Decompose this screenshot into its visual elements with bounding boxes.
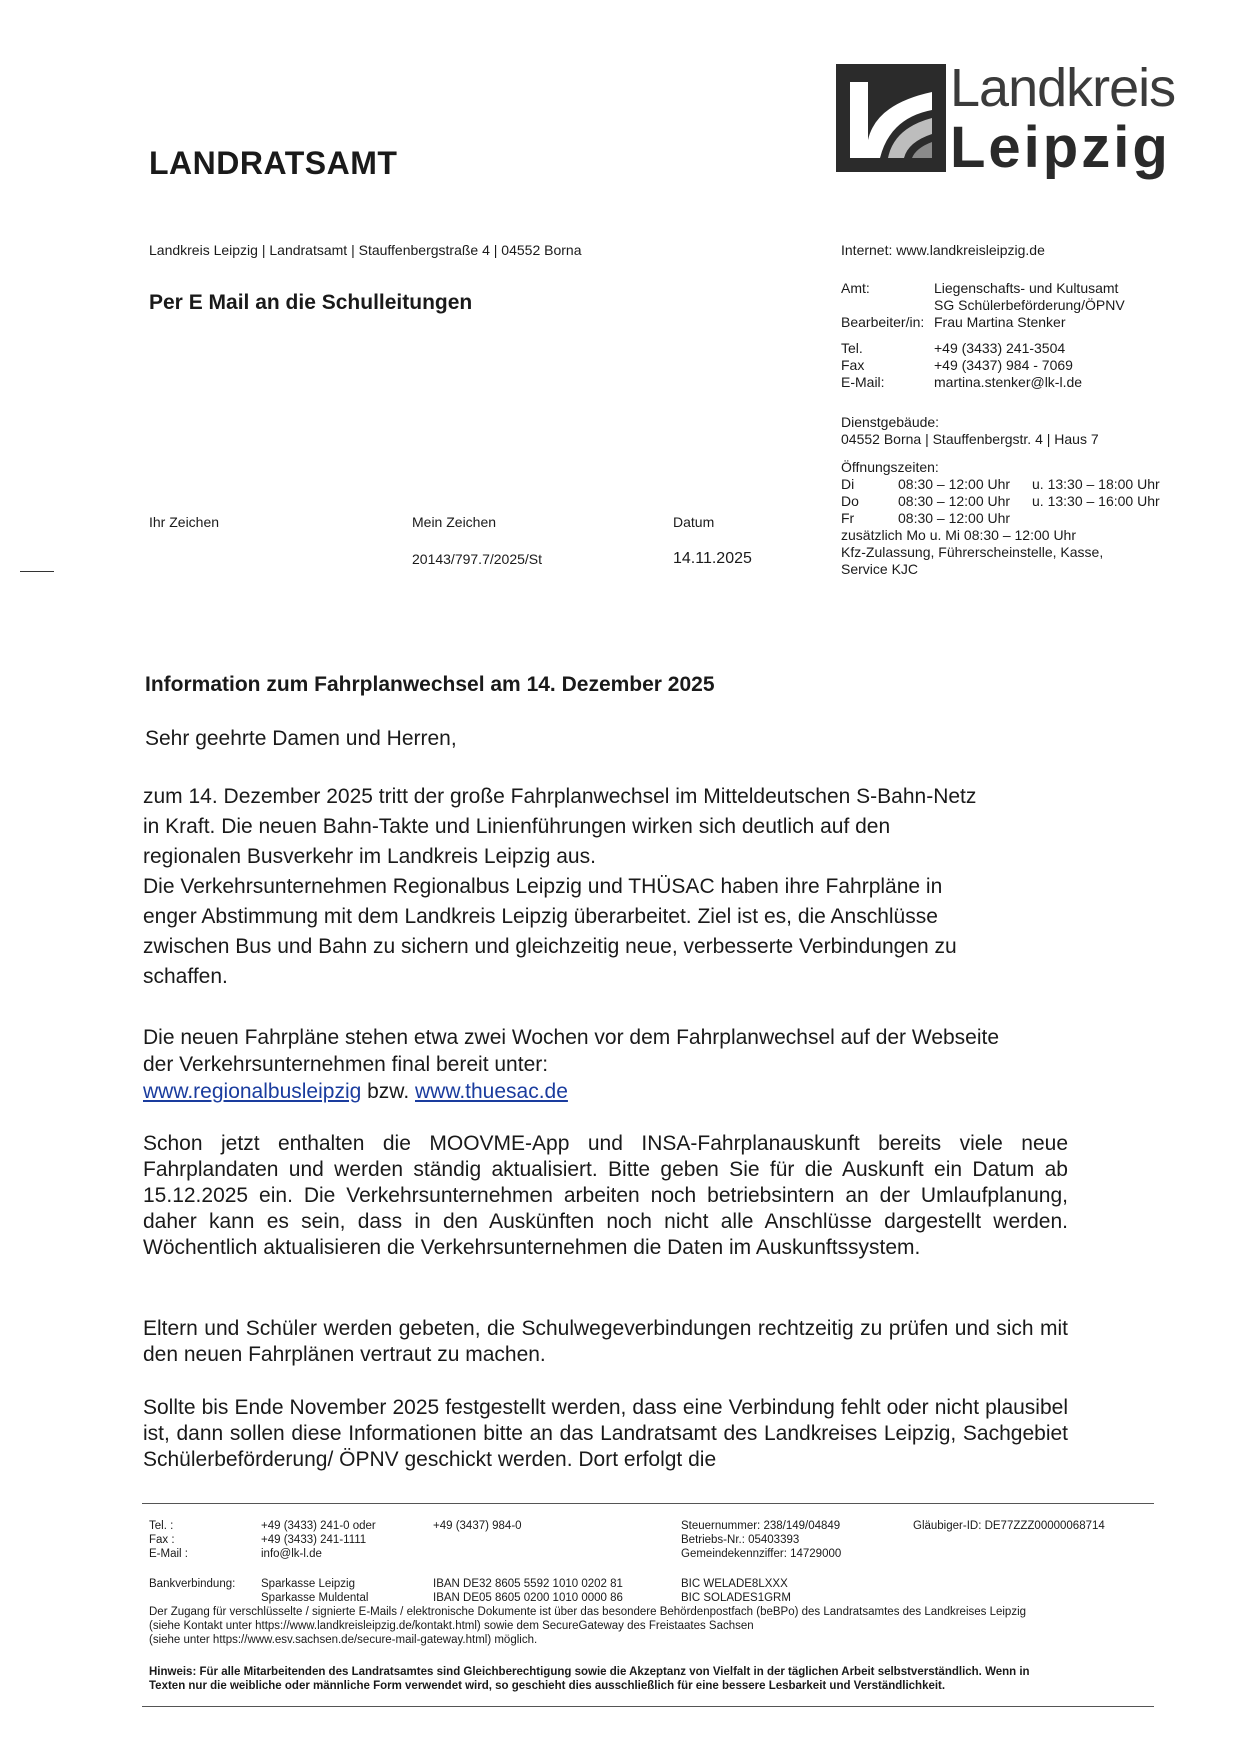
- footer-fax-label: Fax :: [149, 1534, 175, 1546]
- internet-line: Internet: www.landkreisleipzig.de: [841, 242, 1045, 258]
- email-value: martina.stenker@lk-l.de: [934, 374, 1083, 390]
- para-line: Die neuen Fahrpläne stehen etwa zwei Wochen vor dem Fahrplanwechsel auf der Webseite: [143, 1026, 1000, 1049]
- hours-am: 08:30 – 12:00 Uhr: [898, 493, 1011, 509]
- footer-bic-1: BIC WELADE8LXXX: [681, 1578, 788, 1590]
- fold-mark: [20, 571, 54, 572]
- hours-day: Di: [841, 476, 855, 492]
- footer-divider-bottom: [142, 1706, 1154, 1707]
- subject: Information zum Fahrplanwechsel am 14. Dezember 2025: [145, 673, 715, 696]
- tel-label: Tel.: [841, 340, 863, 356]
- footer-tel-value-2: +49 (3437) 984-0: [433, 1520, 522, 1532]
- landkreis-logo: [836, 64, 946, 172]
- thuesac-link[interactable]: www.thuesac.de: [415, 1080, 568, 1103]
- footer-hinweis-line: Hinweis: Für alle Mitarbeitenden des Landratsamtes sind Gleichberechtigung sowie die Akzeptanz von Vielfalt in der täglichen Arbeit selbstverständlich. Wenn in: [149, 1666, 1030, 1678]
- footer-tax-info: [681, 1519, 841, 1561]
- links-line: [143, 1078, 1068, 1105]
- hours-am: 08:30 – 12:00 Uhr: [898, 476, 1011, 492]
- dienst-label: Dienstgebäude:: [841, 414, 940, 430]
- regionalbus-link[interactable]: www.regionalbusleipzig: [143, 1080, 362, 1103]
- para-line: enger Abstimmung mit dem Landkreis Leipzig überarbeitet. Ziel ist es, die Anschlüsse: [143, 905, 938, 928]
- office-title: LANDRATSAMT: [149, 145, 398, 181]
- footer-hinweis: [149, 1665, 1154, 1693]
- para-line: regionalen Busverkehr im Landkreis Leipzig aus.: [143, 845, 596, 868]
- footer-bank-1: Sparkasse Leipzig: [261, 1578, 355, 1590]
- services-line: Kfz-Zulassung, Führerscheinstelle, Kasse,: [841, 544, 1104, 560]
- hours-am: 08:30 – 12:00 Uhr: [898, 510, 1011, 526]
- footer-steuer: Steuernummer: 238/149/04849: [681, 1520, 841, 1532]
- datum-value: 14.11.2025: [673, 550, 752, 567]
- para-line: zum 14. Dezember 2025 tritt der große Fahrplanwechsel im Mitteldeutschen S-Bahn-Netz: [143, 785, 977, 808]
- datum-label: Datum: [673, 514, 715, 530]
- bearbeiter-label: Bearbeiter/in:: [841, 314, 925, 330]
- hours-extra: zusätzlich Mo u. Mi 08:30 – 12:00 Uhr: [841, 527, 1077, 543]
- logo-text-landkreis: Landkreis: [950, 58, 1176, 118]
- hours-pm: u. 13:30 – 16:00 Uhr: [1032, 493, 1160, 509]
- mein-zeichen-value: 20143/797.7/2025/St: [412, 551, 543, 567]
- amt-value: Liegenschafts- und Kultusamt: [934, 280, 1119, 296]
- para-line: in Kraft. Die neuen Bahn-Takte und Linienführungen wirken sich deutlich auf den: [143, 815, 891, 838]
- para-line: schaffen.: [143, 965, 228, 988]
- footer-fax-value: +49 (3433) 241-1111: [261, 1534, 367, 1546]
- email-label: E-Mail:: [841, 374, 885, 390]
- footer-email-value: info@lk-l.de: [261, 1548, 322, 1560]
- footer-zugang-line: (siehe unter https://www.esv.sachsen.de/secure-mail-gateway.html) möglich.: [149, 1634, 538, 1646]
- ihr-zeichen-label: Ihr Zeichen: [149, 514, 220, 530]
- paragraph-2: [143, 1024, 1068, 1105]
- footer-banks: [261, 1577, 368, 1605]
- footer-gemeinde: Gemeindekennziffer: 14729000: [681, 1548, 842, 1560]
- hours-pm: u. 13:30 – 18:00 Uhr: [1032, 476, 1160, 492]
- para-line: zwischen Bus und Bahn zu sichern und gleichzeitig neue, verbesserte Verbindungen zu: [143, 935, 957, 958]
- footer-bank-2: Sparkasse Muldental: [261, 1592, 369, 1604]
- amt-label: Amt:: [841, 280, 870, 296]
- paragraph-3: Schon jetzt enthalten die MOOVME-App und INSA-Fahrplanauskunft bereits viele neue Fahrplandaten und werden ständig aktualisiert. Bitte geben Sie für die Auskunft ein Datum ab 15.12.2025 ein. Die Verkehrsunternehmen arbeiten noch betriebsintern an der Umlaufplanung, daher kann es sein, dass in den Auskünften noch nicht alle Anschlüsse dargestellt werden. Wöchentlich aktualisieren die Verkehrsunternehmen die Daten im Auskunftssystem.: [143, 1132, 1068, 1259]
- footer-contact-values: [261, 1519, 376, 1561]
- footer-bic-2: BIC SOLADES1GRM: [681, 1592, 791, 1604]
- hours-pm: [1032, 510, 1160, 527]
- footer-iban-1: IBAN DE32 8605 5592 1010 0202 81: [433, 1578, 623, 1590]
- paragraph-1: [143, 782, 1068, 992]
- footer-tel-label: Tel. :: [149, 1520, 174, 1532]
- footer-glaeubiger: Gläubiger-ID: DE77ZZZ00000068714: [913, 1520, 1105, 1532]
- contact-table: [841, 280, 1125, 391]
- salutation: Sehr geehrte Damen und Herren,: [145, 727, 457, 750]
- hours-day: Fr: [841, 510, 855, 526]
- footer-zugang: [149, 1605, 1154, 1647]
- dienst-value: 04552 Borna | Stauffenbergstr. 4 | Haus 7: [841, 431, 1099, 447]
- link-separator: bzw.: [361, 1080, 415, 1103]
- footer-bank-label: Bankverbindung:: [149, 1578, 236, 1590]
- opening-hours: [841, 459, 1160, 578]
- footer-email-label: E-Mail :: [149, 1548, 188, 1560]
- footer-contact-labels: [149, 1519, 188, 1561]
- hours-day: Do: [841, 493, 859, 509]
- fax-label: Fax: [841, 357, 865, 373]
- dienstgebaeude: [841, 414, 1099, 448]
- footer-zugang-line: Der Zugang für verschlüsselte / signierte E-Mails / elektronische Dokumente ist über das besondere Behördenpostfach (beBPo) des Landratsamtes des Landkreises Leipzig: [149, 1606, 1027, 1618]
- footer-betriebs: Betriebs-Nr.: 05403393: [681, 1534, 800, 1546]
- oeffnung-label: Öffnungszeiten:: [841, 459, 939, 475]
- logo-text-leipzig: Leipzig: [950, 115, 1171, 180]
- footer-tel-value: +49 (3433) 241-0 oder: [261, 1520, 376, 1532]
- hours-table: [841, 476, 1160, 527]
- amt-value-2: SG Schülerbeförderung/ÖPNV: [934, 297, 1125, 313]
- footer-divider: [142, 1503, 1154, 1504]
- paragraph-5: Sollte bis Ende November 2025 festgestellt werden, dass eine Verbindung fehlt oder nicht plausibel ist, dann sollen diese Informationen bitte an das Landratsamt des Landkreises Leipzig, Sachgebiet Schülerbeförderung/ ÖPNV geschickt werden. Dort erfolgt die: [143, 1396, 1068, 1471]
- paragraph-4: Eltern und Schüler werden gebeten, die Schulwegeverbindungen rechtzeitig zu prüfen und sich mit den neuen Fahrplänen vertraut zu machen.: [143, 1317, 1068, 1366]
- footer-zugang-line: (siehe Kontakt unter https://www.landkreisleipzig.de/kontakt.html) sowie dem SecureGateway des Freistaates Sachsen: [149, 1620, 754, 1632]
- bearbeiter-value: Frau Martina Stenker: [934, 314, 1066, 330]
- services-line-2: Service KJC: [841, 561, 919, 577]
- fax-value: +49 (3437) 984 - 7069: [934, 357, 1073, 373]
- footer-iban-2: IBAN DE05 8605 0200 1010 0000 86: [433, 1592, 623, 1604]
- para-line: der Verkehrsunternehmen final bereit unter:: [143, 1053, 549, 1076]
- recipient: Per E Mail an die Schulleitungen: [149, 291, 473, 314]
- footer-bics: [681, 1577, 791, 1605]
- para-line: Die Verkehrsunternehmen Regionalbus Leipzig und THÜSAC haben ihre Fahrpläne in: [143, 875, 943, 898]
- tel-value: +49 (3433) 241-3504: [934, 340, 1066, 356]
- footer-hinweis-line: Texten nur die weibliche oder männliche Form verwendet wird, so geschieht dies ausschließlich für eine bessere Lesbarkeit und Verständlichkeit.: [149, 1680, 946, 1692]
- footer-ibans: [433, 1577, 623, 1605]
- mein-zeichen-label: Mein Zeichen: [412, 514, 497, 530]
- sender-line: Landkreis Leipzig | Landratsamt | Stauffenbergstraße 4 | 04552 Borna: [149, 242, 582, 258]
